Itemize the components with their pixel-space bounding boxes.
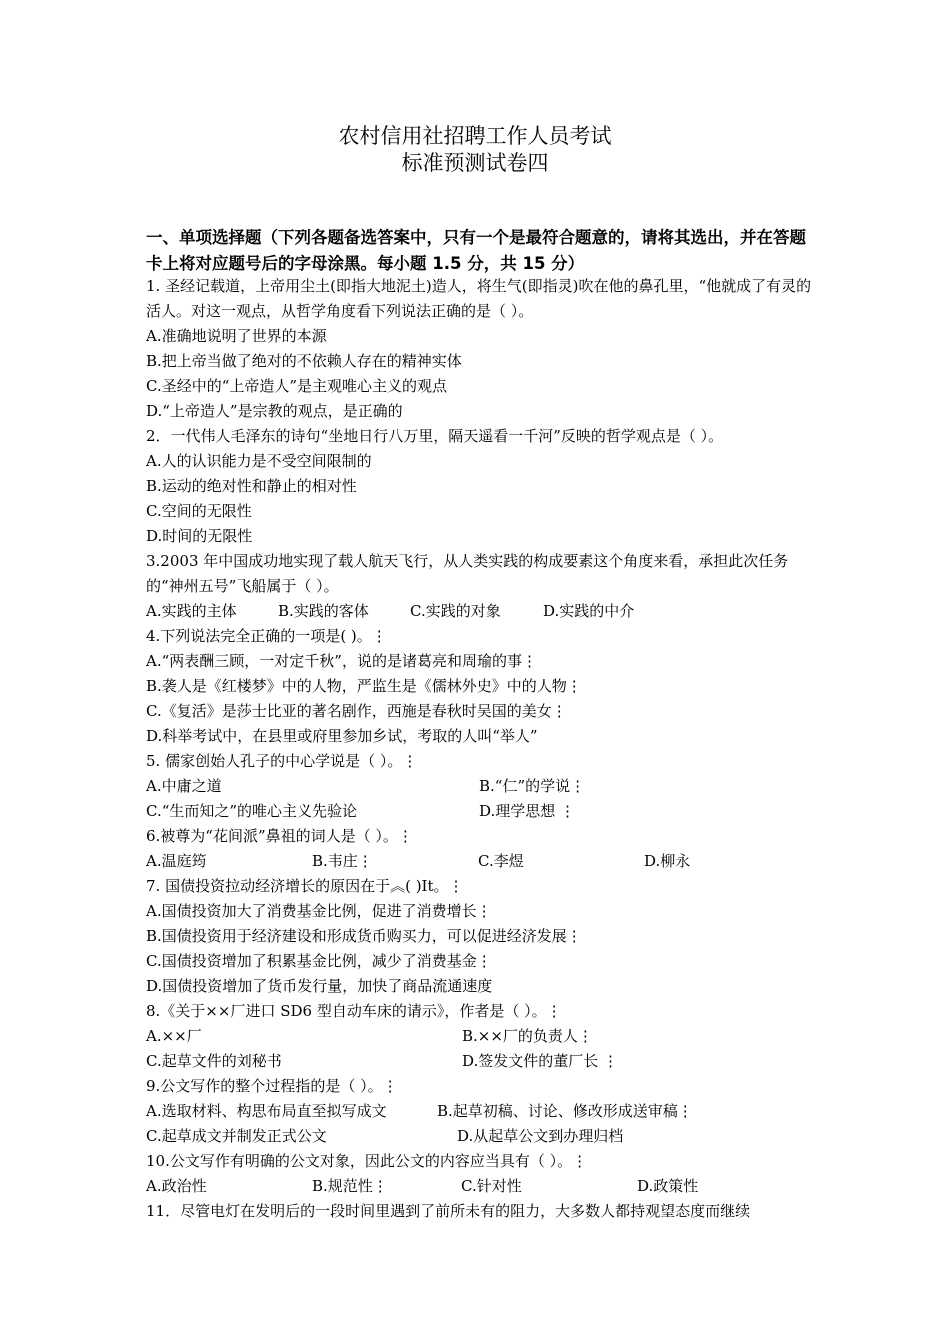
answer-option: A.准确地说明了世界的本源 <box>146 327 327 345</box>
answer-option: C.国债投资增加了积累基金比例，减少了消费基金⋮ <box>146 952 492 970</box>
answer-option: A.国债投资加大了消费基金比例，促进了消费增长⋮ <box>146 902 492 920</box>
question-stem: 6.被尊为“花间派”鼻祖的词人是（ ）。⋮ <box>146 827 413 845</box>
question-stem: 1. 圣经记载道，上帝用尘土(即指大地泥土)造人，将生气(即指灵)吹在他的鼻孔里，“他就成了有灵的活人。对这一观点，从哲学角度看下列说法正确的是（ ）。 <box>146 277 812 320</box>
option-row <box>146 1174 816 1199</box>
answer-option: B.实践的客体 <box>278 602 369 620</box>
answer-option: C.《复活》是莎士比亚的著名剧作，西施是春秋时吴国的美女⋮ <box>146 702 567 720</box>
question-stem: 2．一代伟人毛泽东的诗句“坐地日行八万里，隔天遥看一千河”反映的哲学观点是（ ）。 <box>146 427 724 445</box>
section-heading: 一、单项选择题（下列各题备选答案中，只有一个是最符合题意的，请将其选出，并在答题卡上将对应题号后的字母涂黑。每小题 1.5 分，共 15 分） <box>146 228 806 273</box>
answer-option: C.“生而知之”的唯心主义先验论 <box>146 802 358 820</box>
question-stem: 10.公文写作有明确的公文对象，因此公文的内容应当具有（ ）。⋮ <box>146 1152 588 1170</box>
option-row <box>146 599 816 624</box>
answer-option: B.规范性⋮ <box>312 1177 388 1195</box>
answer-option: C.实践的对象 <box>410 602 501 620</box>
answer-option: B.韦庄⋮ <box>312 852 373 870</box>
answer-option: D.时间的无限性 <box>146 527 253 545</box>
option-row <box>146 1124 816 1149</box>
question-list <box>146 274 816 1224</box>
option-row <box>146 849 816 874</box>
question-stem: 3.2003 年中国成功地实现了载人航天飞行，从人类实践的构成要素这个角度来看，承担此次任务的“神州五号”飞船属于（ ）。 <box>146 552 789 595</box>
answer-option: A.中庸之道 <box>146 777 222 795</box>
answer-option: B.“仁”的学说⋮ <box>479 777 586 795</box>
answer-option: B.国债投资用于经济建设和形成货币购买力，可以促进经济发展⋮ <box>146 927 582 945</box>
exam-subtitle: 标准预测试卷四 <box>401 151 549 175</box>
answer-option: C.圣经中的“上帝造人”是主观唯心主义的观点 <box>146 377 448 395</box>
answer-option: A.实践的主体 <box>146 602 237 620</box>
answer-option: D.签发文件的董厂长 ⋮ <box>462 1052 619 1070</box>
answer-option: C.起草文件的刘秘书 <box>146 1052 282 1070</box>
answer-option: D.从起草公文到办理归档 <box>457 1127 624 1145</box>
question-stem: 9.公文写作的整个过程指的是（ ）。⋮ <box>146 1077 398 1095</box>
option-row <box>146 1099 816 1124</box>
question-stem: 5. 儒家创始人孔子的中心学说是（ ）。⋮ <box>146 752 418 770</box>
answer-option: B.把上帝当做了绝对的不依赖人存在的精神实体 <box>146 352 462 370</box>
question-stem: 8.《关于××厂进口 SD6 型自动车床的请示》，作者是（ ）。⋮ <box>146 1002 562 1020</box>
answer-option: A.人的认识能力是不受空间限制的 <box>146 452 372 470</box>
option-row <box>146 1024 816 1049</box>
answer-option: B.××厂的负责人⋮ <box>462 1027 593 1045</box>
answer-option: D.政策性 <box>637 1177 699 1195</box>
question-stem: 4.下列说法完全正确的一项是( )。⋮ <box>146 627 387 645</box>
answer-option: D.“上帝造人”是宗教的观点，是正确的 <box>146 402 403 420</box>
answer-option: D.理学思想 ⋮ <box>479 802 576 820</box>
answer-option: C.针对性 <box>461 1177 522 1195</box>
question-stem: 7. 国债投资拉动经济增长的原因在于︽( )Ⅰt。⋮ <box>146 877 464 895</box>
answer-option: D.实践的中介 <box>543 602 635 620</box>
answer-option: C.起草成文并制发正式公文 <box>146 1127 327 1145</box>
answer-option: D.科举考试中，在县里或府里参加乡试，考取的人叫“举人” <box>146 727 538 745</box>
answer-option: A.选取材料、构思布局直至拟写成文 <box>146 1102 387 1120</box>
answer-option: B.运动的绝对性和静止的相对性 <box>146 477 357 495</box>
option-row <box>146 774 816 799</box>
exam-title: 农村信用社招聘工作人员考试 <box>338 124 612 148</box>
answer-option: C.李煜 <box>478 852 524 870</box>
option-row <box>146 799 816 824</box>
answer-option: B.起草初稿、讨论、修改形成送审稿⋮ <box>437 1102 693 1120</box>
answer-option: A.温庭筠 <box>146 852 207 870</box>
answer-option: A.××厂 <box>146 1027 202 1045</box>
answer-option: A.“两表酬三顾，一对定千秋”，说的是诸葛亮和周瑜的事⋮ <box>146 652 537 670</box>
option-row <box>146 1049 816 1074</box>
answer-option: C.空间的无限性 <box>146 502 252 520</box>
question-stem: 11．尽管电灯在发明后的一段时间里遇到了前所未有的阻力，大多数人都持观望态度而继续 <box>146 1202 751 1220</box>
answer-option: D.国债投资增加了货币发行量，加快了商品流通速度 <box>146 977 493 995</box>
answer-option: D.柳永 <box>644 852 691 870</box>
answer-option: B.袭人是《红楼梦》中的人物，严监生是《儒林外史》中的人物⋮ <box>146 677 582 695</box>
answer-option: A.政治性 <box>146 1177 207 1195</box>
